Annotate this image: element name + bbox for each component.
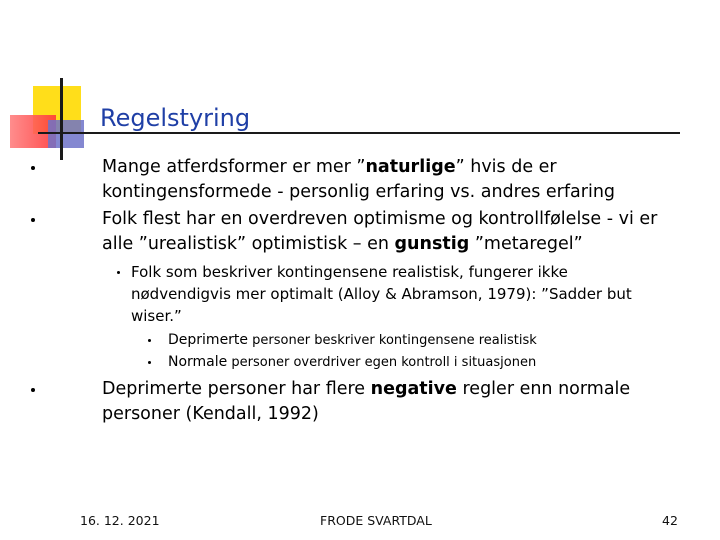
sub-bullet-line-2: nødvendigvis mer optimalt (Alloy & Abramson, 1979): ”Sadder but — [131, 285, 632, 303]
bullet-1-line-2: kontingensformede - personlig erfaring vs. andres erfaring — [102, 182, 616, 202]
sub-sub-bullet-2 — [168, 352, 536, 373]
bullet-2-line-1: Folk flest har en overdreven optimisme og kontrollfølelse - vi er — [102, 209, 658, 229]
sub-sub-bullet-2-lead: Normale — [168, 354, 228, 370]
bullet-2 — [102, 207, 657, 257]
bullet-dot — [31, 166, 35, 170]
slide-title: Regelstyring — [100, 104, 251, 132]
decor-blue-square — [48, 120, 84, 148]
bullet-dot — [117, 271, 120, 274]
footer-page-number: 42 — [662, 513, 678, 528]
bullet-dot — [31, 388, 35, 392]
bullet-3-line-2: personer (Kendall, 1992) — [102, 404, 319, 424]
bullet-dot — [148, 361, 151, 364]
footer-date: 16. 12. 2021 — [80, 513, 160, 528]
sub-bullet-line-1: Folk som beskriver kontingensene realistisk, fungerer ikke — [131, 263, 568, 281]
sub-sub-bullet-2-text: personer overdriver egen kontroll i situasjonen — [227, 355, 537, 370]
sub-bullet-line-3: wiser.” — [131, 307, 182, 325]
bullet-1-line-1: Mange atferdsformer er mer ”naturlige” hvis de er — [102, 157, 557, 177]
footer-author: FRODE SVARTDAL — [320, 513, 432, 528]
sub-bullet-1 — [131, 261, 632, 327]
sub-sub-bullet-1-text: personer beskriver kontingensene realistisk — [248, 333, 537, 348]
title-underline — [38, 132, 680, 134]
bullet-2-line-2: alle ”urealistisk” optimistisk – en gunstig ”metaregel” — [102, 234, 583, 254]
sub-sub-bullet-1 — [168, 330, 537, 351]
bullet-3-line-1: Deprimerte personer har flere negative regler enn normale — [102, 379, 631, 399]
bullet-dot — [148, 339, 151, 342]
bullet-dot — [31, 218, 35, 222]
decor-vertical-line — [60, 78, 63, 160]
bullet-1 — [102, 155, 615, 205]
sub-sub-bullet-1-lead: Deprimerte — [168, 332, 249, 348]
bullet-3 — [102, 377, 630, 427]
